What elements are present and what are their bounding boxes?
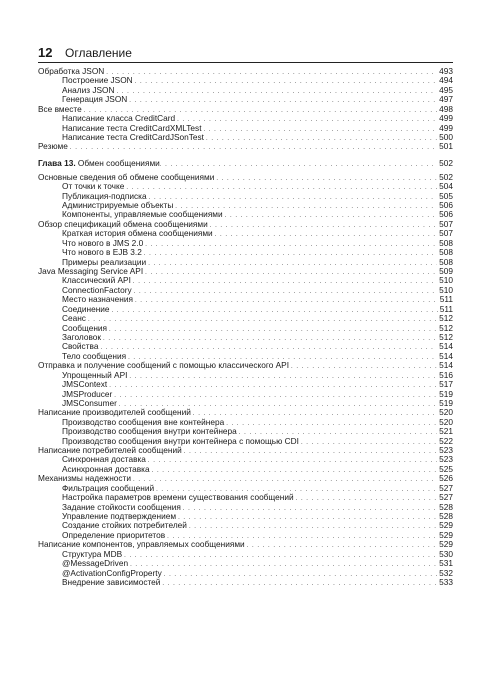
table-of-contents — [38, 67, 453, 587]
toc-entry-page: 522 — [439, 436, 453, 446]
toc-entry-page: 519 — [439, 389, 453, 399]
toc-entry-page: 507 — [439, 229, 453, 239]
toc-entry — [38, 465, 453, 474]
toc-leader-dots — [301, 439, 437, 446]
toc-leader-dots — [148, 457, 437, 464]
toc-entry — [38, 173, 453, 182]
header-rule — [38, 62, 453, 63]
toc-leader-dots — [164, 571, 437, 578]
toc-entry-title: Резюме — [38, 142, 68, 152]
toc-leader-dots — [160, 160, 437, 169]
toc-entry — [38, 559, 453, 568]
chapter-name: Обмен сообщениями — [75, 157, 160, 168]
toc-leader-dots — [135, 78, 438, 85]
toc-entry-title: Соединение — [62, 304, 110, 314]
toc-entry-page: 501 — [439, 142, 453, 152]
toc-leader-dots — [145, 269, 437, 276]
toc-entry-title: Примеры реализации — [62, 257, 147, 267]
toc-entry-title: Написание теста CreditCardXMLTest — [62, 123, 202, 133]
toc-entry — [38, 105, 453, 114]
toc-entry-page: 507 — [439, 219, 453, 229]
toc-entry — [38, 239, 453, 248]
toc-entry-page: 529 — [439, 530, 453, 540]
toc-entry-title: Администрируемые объекты — [62, 201, 174, 211]
toc-entry-title: Отправка и получение сообщений с помощью классического API — [38, 361, 289, 371]
toc-entry-title: Сеанс — [62, 314, 86, 324]
toc-entry — [38, 342, 453, 351]
toc-entry-page: 514 — [439, 351, 453, 361]
toc-entry — [38, 503, 453, 512]
toc-entry — [38, 76, 453, 85]
toc-entry-page: 510 — [439, 285, 453, 295]
toc-entry — [38, 371, 453, 380]
toc-entry-page: 527 — [439, 483, 453, 493]
toc-leader-dots — [152, 467, 438, 474]
toc-entry-title: Написание теста CreditCardJSonTest — [62, 132, 204, 142]
toc-entry-page: 520 — [439, 417, 453, 427]
toc-leader-dots — [206, 135, 437, 142]
toc-entry-title: Анализ JSON — [62, 85, 115, 95]
toc-leader-dots — [215, 231, 437, 238]
toc-entry — [38, 142, 453, 151]
toc-leader-dots — [162, 580, 437, 587]
toc-entry — [38, 95, 453, 104]
toc-entry-title: Фильтрация сообщений — [62, 483, 155, 493]
toc-entry-title: Внедрение зависимостей — [62, 577, 161, 587]
toc-entry-page: 512 — [439, 332, 453, 342]
toc-entry-title: Написание класса CreditCard — [62, 114, 176, 124]
toc-entry — [38, 67, 453, 76]
toc-entry-page: 510 — [439, 276, 453, 286]
toc-entry-title: ConnectionFactory — [62, 285, 132, 295]
toc-entry-page: 504 — [439, 182, 453, 192]
toc-entry-page: 494 — [439, 76, 453, 86]
chapter-heading — [38, 158, 453, 169]
toc-entry-title: Обработка JSON — [38, 67, 105, 76]
toc-entry-page: 520 — [439, 408, 453, 418]
toc-leader-dots — [88, 316, 437, 323]
toc-leader-dots — [133, 278, 437, 285]
toc-leader-dots — [225, 212, 438, 219]
toc-leader-dots — [109, 326, 437, 333]
toc-entry — [38, 380, 453, 389]
toc-entry — [38, 267, 453, 276]
toc-entry-page: 532 — [439, 568, 453, 578]
toc-leader-dots — [210, 222, 437, 229]
toc-leader-dots — [124, 552, 437, 559]
toc-entry-title: Компоненты, управляемые сообщениями — [62, 210, 223, 220]
toc-leader-dots — [130, 561, 437, 568]
toc-leader-dots — [103, 335, 437, 342]
toc-entry-title: Что нового в EJB 3.2 — [62, 248, 142, 258]
toc-entry-page: 498 — [439, 104, 453, 114]
toc-entry — [38, 229, 453, 238]
toc-entry-page: 505 — [439, 191, 453, 201]
toc-entry-title: Java Messaging Service API — [38, 267, 144, 277]
toc-leader-dots — [184, 448, 437, 455]
toc-entry-page: 528 — [439, 511, 453, 521]
toc-entry-page: 508 — [439, 257, 453, 267]
toc-leader-dots — [239, 429, 437, 436]
toc-entry-title: Основные сведения об обмене сообщениями — [38, 172, 215, 182]
toc-entry-title: Написание потребителей сообщений — [38, 446, 182, 456]
toc-entry-title: Синхронная доставка — [62, 455, 146, 465]
toc-entry-page: 499 — [439, 123, 453, 133]
toc-entry-title: Свойства — [62, 342, 99, 352]
toc-entry — [38, 276, 453, 285]
toc-entry-page: 495 — [439, 85, 453, 95]
toc-leader-dots — [109, 382, 437, 389]
toc-leader-dots — [247, 542, 437, 549]
toc-entry-title: Заголовок — [62, 332, 102, 342]
toc-entry-page: 502 — [439, 172, 453, 182]
toc-entry — [38, 437, 453, 446]
toc-entry — [38, 258, 453, 267]
toc-leader-dots — [149, 194, 438, 201]
toc-entry — [38, 569, 453, 578]
toc-leader-dots — [226, 420, 437, 427]
toc-leader-dots — [144, 250, 437, 257]
toc-entry-title: Производство сообщения внутри контейнера с помощью CDI — [62, 436, 299, 446]
toc-entry-page: 509 — [439, 267, 453, 277]
toc-entry-title: Структура MDB — [62, 549, 123, 559]
chapter-label: Глава 13. — [38, 157, 76, 168]
toc-leader-dots — [135, 297, 438, 304]
toc-entry-title: Построение JSON — [62, 76, 133, 86]
toc-entry-page: 493 — [439, 67, 453, 76]
chapter-page: 502 — [439, 157, 453, 168]
toc-entry — [38, 408, 453, 417]
page-number: 12 — [38, 45, 53, 60]
toc-leader-dots — [114, 392, 437, 399]
toc-entry-title: Производство сообщения внутри контейнера — [62, 427, 237, 437]
toc-entry-page: 514 — [439, 361, 453, 371]
toc-entry-title: Все вместе — [38, 104, 82, 114]
toc-entry-page: 500 — [439, 132, 453, 142]
toc-entry-page: 514 — [439, 342, 453, 352]
toc-entry-title: Обзор спецификаций обмена сообщениями — [38, 219, 208, 229]
toc-entry-title: Упрощенный API — [62, 370, 128, 380]
toc-entry — [38, 418, 453, 427]
toc-leader-dots — [216, 175, 437, 182]
toc-entry-page: 517 — [439, 380, 453, 390]
toc-entry-title: @MessageDriven — [62, 559, 129, 569]
toc-leader-dots — [189, 523, 437, 530]
toc-leader-dots — [128, 354, 437, 361]
toc-entry — [38, 474, 453, 483]
toc-leader-dots — [145, 241, 437, 248]
toc-entry — [38, 295, 453, 304]
toc-entry — [38, 521, 453, 530]
toc-entry-page: 499 — [439, 114, 453, 124]
toc-entry-page: 529 — [439, 540, 453, 550]
toc-entry — [38, 305, 453, 314]
toc-entry — [38, 493, 453, 502]
toc-leader-dots — [70, 144, 437, 151]
toc-entry-page: 533 — [439, 577, 453, 587]
toc-entry — [38, 201, 453, 210]
toc-entry-page: 528 — [439, 502, 453, 512]
toc-entry-page: 529 — [439, 521, 453, 531]
toc-entry — [38, 390, 453, 399]
toc-entry-page: 511 — [439, 295, 453, 305]
toc-entry-title: @ActivationConfigProperty — [62, 568, 162, 578]
toc-leader-dots — [183, 505, 437, 512]
toc-entry — [38, 286, 453, 295]
toc-leader-dots — [177, 116, 437, 123]
chapter-title — [38, 158, 160, 169]
toc-entry-title: Написание производителей сообщений — [38, 408, 191, 418]
toc-entry-title: Место назначения — [62, 295, 133, 305]
toc-entry-page: 521 — [439, 427, 453, 437]
toc-entry — [38, 578, 453, 587]
toc-entry-page: 511 — [439, 304, 453, 314]
toc-entry-page: 512 — [439, 323, 453, 333]
toc-entry-title: Сообщения — [62, 323, 108, 333]
toc-entry — [38, 210, 453, 219]
toc-entry-title: Краткая история обмена сообщениями — [62, 229, 213, 239]
toc-entry — [38, 314, 453, 323]
toc-entry-title: Настройка параметров времени существования сообщений — [62, 493, 294, 503]
toc-entry-page: 508 — [439, 238, 453, 248]
toc-entry-title: Управление подтверждением — [62, 511, 177, 521]
toc-entry — [38, 427, 453, 436]
toc-leader-dots — [148, 260, 437, 267]
toc-entry-title: Асинхронная доставка — [62, 464, 150, 474]
toc-entry-title: Тело сообщения — [62, 351, 127, 361]
toc-entry-page: 530 — [439, 549, 453, 559]
toc-entry — [38, 361, 453, 370]
toc-entry — [38, 248, 453, 257]
toc-leader-dots — [178, 514, 437, 521]
toc-entry-page: 525 — [439, 464, 453, 474]
toc-entry-page: 526 — [439, 474, 453, 484]
toc-entry-page: 519 — [439, 398, 453, 408]
toc-entry-page: 523 — [439, 446, 453, 456]
toc-entry-title: Что нового в JMS 2.0 — [62, 238, 144, 248]
page-title: Оглавление — [65, 46, 132, 60]
toc-entry-page: 508 — [439, 248, 453, 258]
toc-entry — [38, 352, 453, 361]
toc-entry — [38, 86, 453, 95]
toc-entry-title: JMSContext — [62, 380, 108, 390]
toc-leader-dots — [100, 344, 437, 351]
toc-leader-dots — [167, 533, 437, 540]
toc-leader-dots — [193, 410, 437, 417]
toc-entry-page: 523 — [439, 455, 453, 465]
toc-entry-title: Публикация-подписка — [62, 191, 147, 201]
toc-leader-dots — [112, 307, 438, 314]
toc-entry — [38, 512, 453, 521]
toc-entry — [38, 124, 453, 133]
toc-entry-title: Написание компонентов, управляемых сообщениями — [38, 540, 245, 550]
toc-leader-dots — [106, 69, 437, 76]
toc-entry — [38, 531, 453, 540]
toc-entry-title: Генерация JSON — [62, 95, 128, 105]
toc-leader-dots — [134, 288, 438, 295]
toc-entry-title: Производство сообщения вне контейнера — [62, 417, 225, 427]
toc-entry-page: 506 — [439, 201, 453, 211]
toc-leader-dots — [296, 495, 438, 502]
toc-leader-dots — [175, 203, 437, 210]
toc-entry-title: Определение приоритетов — [62, 530, 166, 540]
toc-leader-dots — [156, 486, 437, 493]
toc-entry — [38, 220, 453, 229]
toc-entry — [38, 114, 453, 123]
toc-entry — [38, 324, 453, 333]
toc-entry-page: 512 — [439, 314, 453, 324]
toc-leader-dots — [126, 184, 437, 191]
toc-entry-title: Механизмы надежности — [38, 474, 131, 484]
toc-leader-dots — [116, 88, 437, 95]
toc-entry — [38, 399, 453, 408]
toc-entry-page: 506 — [439, 210, 453, 220]
toc-entry-page: 497 — [439, 95, 453, 105]
toc-leader-dots — [119, 401, 437, 408]
toc-entry — [38, 133, 453, 142]
toc-leader-dots — [133, 476, 437, 483]
toc-entry — [38, 550, 453, 559]
toc-leader-dots — [291, 363, 437, 370]
toc-leader-dots — [129, 373, 437, 380]
toc-entry-title: JMSProducer — [62, 389, 113, 399]
toc-entry-title: От точки к точке — [62, 182, 125, 192]
toc-entry-page: 531 — [439, 559, 453, 569]
toc-entry-title: Классический API — [62, 276, 131, 286]
toc-entry-title: JMSConsumer — [62, 398, 117, 408]
toc-entry — [38, 455, 453, 464]
toc-entry-title: Задание стойкости сообщения — [62, 502, 181, 512]
toc-leader-dots — [204, 126, 438, 133]
toc-leader-dots — [129, 97, 437, 104]
toc-entry — [38, 182, 453, 191]
toc-entry — [38, 540, 453, 549]
toc-entry — [38, 192, 453, 201]
toc-entry-page: 516 — [439, 370, 453, 380]
toc-entry-page: 527 — [439, 493, 453, 503]
toc-entry — [38, 446, 453, 455]
toc-leader-dots — [84, 107, 437, 114]
toc-entry — [38, 333, 453, 342]
toc-entry-title: Создание стойких потребителей — [62, 521, 187, 531]
toc-entry — [38, 484, 453, 493]
